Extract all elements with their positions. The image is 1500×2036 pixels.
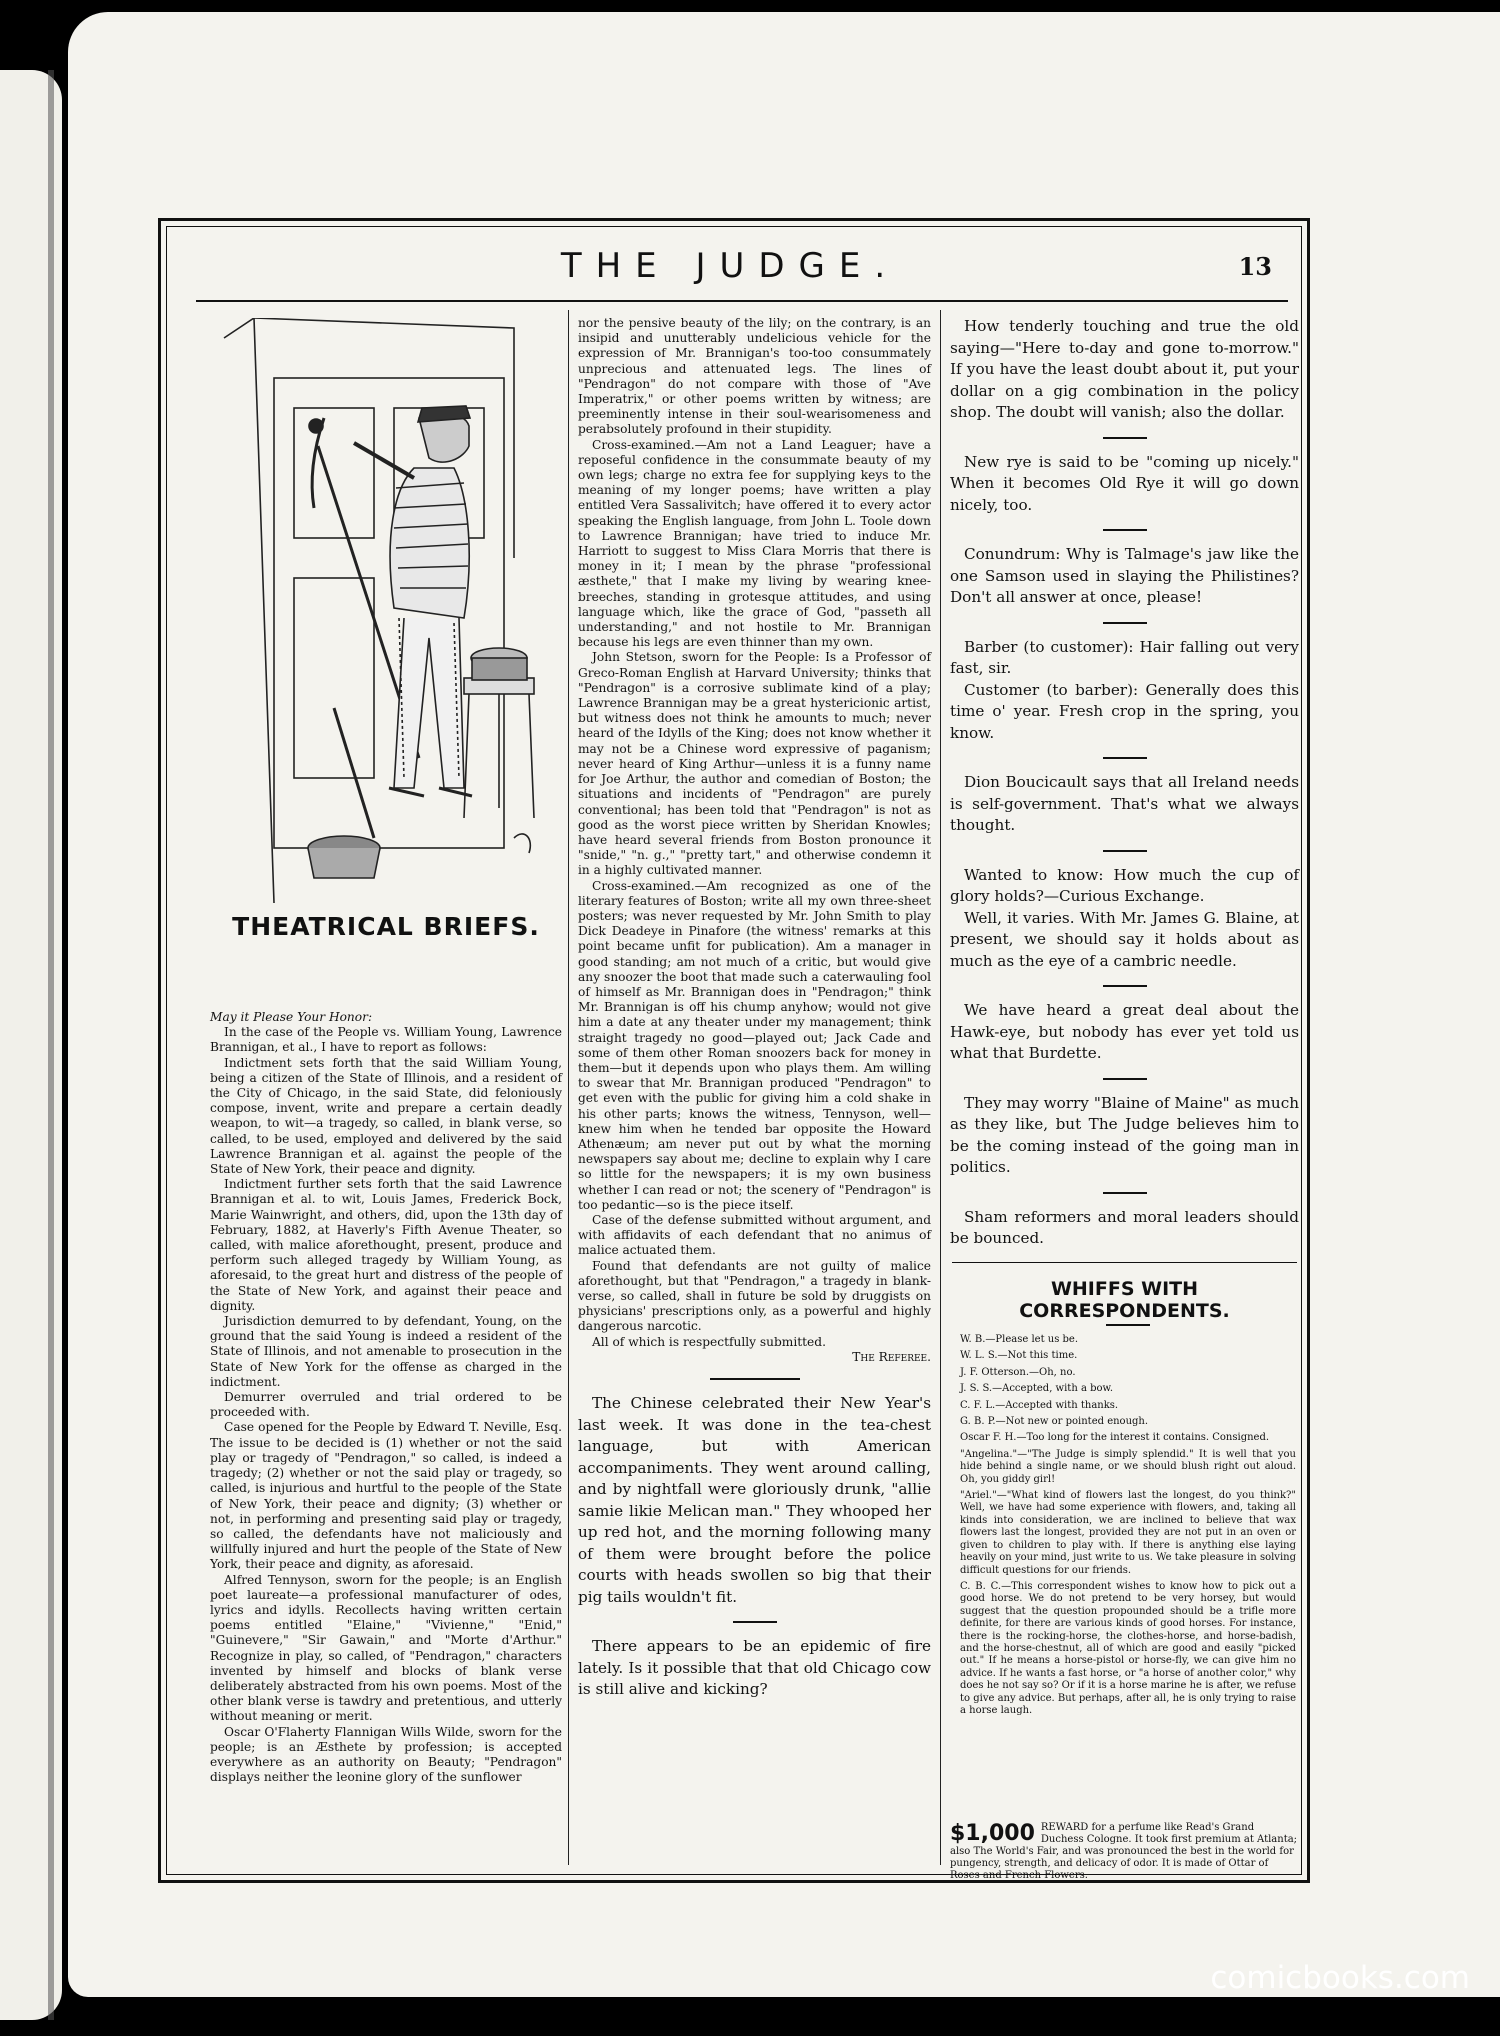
article-title: THEATRICAL BRIEFS. [232, 912, 540, 941]
section-rule [1103, 1078, 1147, 1080]
paragraph: Case of the defense submitted without argument, and with affidavits of each defendant that no animus of malice actuated them. [578, 1212, 931, 1258]
item-paragraph: Sham reformers and moral leaders should be bounced. [950, 1207, 1299, 1247]
section-rule [733, 1621, 777, 1623]
paragraph: Case opened for the People by Edward T. Neville, Esq. The issue to be decided is (1) whether or not the said play or tragedy of "Pendragon," so called, is indeed a tragedy; (2) whether or not the said play or tragedy, so called, is injurious and hurtful to the people of the State of New York, their peace and dignity; (3) whether or not, in performing and presenting said play or tragedy, so called, the defendants have not maliciously and willfully injured and hurt the people of the State of New York, their peace and dignity, as aforesaid. [210, 1420, 562, 1572]
whiffs-top-rule [952, 1262, 1297, 1263]
paragraph: Indictment further sets forth that the said Lawrence Brannigan et al. to wit, Louis James, Frederick Bock, Marie Wainwright, and others, did, upon the 13th day of February, 1882, at Haverly's Fifth Avenue Theater, so called, with malice aforethought, present, produce and perform such alleged tragedy by William Young, as aforesaid, to the great hurt and distress of the people of the State of New York, and against their peace and dignity. [210, 1177, 562, 1313]
column-3 [950, 316, 1299, 1254]
whiff-item: J. F. Otterson.—Oh, no. [960, 1366, 1076, 1378]
item-epidemic-of-fire: There appears to be an epidemic of fire lately. Is it possible that that old Chicago cow is still alive and kicking? [578, 1637, 931, 1699]
whiff-item: W. B.—Please let us be. [960, 1334, 1079, 1345]
whiff-item: "Ariel."—"What kind of flowers last the longest, do you think?" Well, we have had some experience with flowers, and, taking all kinds into consideration, we are inclined to believe that wax flowers last the longest, provided they are not put in an oven or given to children to play with. If there is anything else laying heavily on your mind, just write to us. We take pleasure in solving difficult questions for our friends. [960, 1490, 1296, 1576]
page-gutter-shadow [48, 70, 54, 2020]
illustration-painter [214, 318, 554, 903]
column-divider-1 [568, 310, 569, 1865]
whiff-item: "Angelina."—"The Judge is simply splendid." It is well that you hide behind a single name, or we should blush right out aloud. Oh, you giddy girl! [960, 1448, 1296, 1485]
paragraph: Jurisdiction demurred to by defendant, Young, on the ground that the said Young is indeed a resident of the State of Illinois, and not amenable to prosecution in the State of New York for the offense as charged in the indictment. [210, 1314, 562, 1389]
whiff-item: W. L. S.—Not this time. [960, 1350, 1078, 1362]
reward-advertisement [950, 1822, 1299, 1882]
item-paragraph: New rye is said to be "coming up nicely." When it becomes Old Rye it will go down nicely, too. [950, 452, 1299, 514]
paragraph: In the case of the People vs. William Young, Lawrence Brannigan, et al., I have to report as follows: [210, 1025, 562, 1055]
paragraph: Cross-examined.—Am not a Land Leaguer; have a reposeful confidence in the consummate beauty of my own legs; charge no extra fee for supplying keys to the meaning of my longer poems; have written a play entitled Vera Sassalivitch; have offered it to every actor speaking the English language, from John L. Toole down to Lawrence Brannigan; have tried to induce Mr. Harriott to suggest to Miss Clara Morris that there is money in it; I mean by the phrase "professional æsthete," that I make my living by wearing knee-breeches, standing in grotesque attitudes, and using language which, like the grace of God, "passeth all understanding," and not hostile to Mr. Brannigan because his legs are even thinner than my own. [578, 437, 931, 650]
item-paragraph: We have heard a great deal about the Hawk-eye, but nobody has ever yet told us what that Burdette. [950, 1001, 1299, 1062]
article-salutation: May it Please Your Honor: [210, 1010, 373, 1024]
section-rule [1103, 850, 1147, 852]
section-rule [1106, 1324, 1150, 1326]
item-paragraph: They may worry "Blaine of Maine" as much as they like, but The Judge believes him to be the coming instead of the going man in politics. [950, 1093, 1299, 1176]
section-rule [1103, 985, 1147, 987]
reward-text: REWARD for a perfume like Read's Grand Duchess Cologne. It took first premium at Atlanta; also The World's Fair, and was pronounced the best in the world for pungency, strength, and delicacy of odor. It is made of Ottar of Roses and French Flowers. [950, 1822, 1298, 1881]
section-rule [1103, 529, 1147, 531]
paragraph: John Stetson, sworn for the People: Is a Professor of Greco-Roman English at Harvard University; thinks that "Pendragon" is a corrosive sublimate kind of a play; Lawrence Brannigan may be a great hystericionic artist, but witness does not think he amounts to much; never heard of the Idylls of the King; does not know whether it may not be a Chinese word expressive of paganism; never heard of King Arthur—unless it is a funny name for Joe Arthur, the author and comedian of Boston; the situations and incidents of "Pendragon" are purely conventional; has been told that "Pendragon" is not as good as the worst piece written by Sheridan Knowles; have heard several friends from Boston pronounce it "snide," "n. g.," "pretty tart," and otherwise condemn it in a highly cultivated manner. [578, 650, 931, 878]
section-rule [710, 1378, 800, 1380]
article-signature: The Referee. [852, 1349, 931, 1364]
masthead-title: THE JUDGE. [560, 246, 900, 286]
paragraph: Found that defendants are not guilty of malice aforethought, but that "Pendragon," a tragedy in blank-verse, so called, shall in future be sold by druggists on physicians' prescriptions only, as a powerful and highly dangerous narcotic. [578, 1258, 931, 1334]
item-paragraph: Wanted to know: How much the cup of glory holds?—Curious Exchange. [950, 865, 1299, 905]
item-paragraph: Dion Boucicault says that all Ireland needs is self-government. That's what we always thought. [950, 773, 1299, 834]
whiff-item: Oscar F. H.—Too long for the interest it contains. Consigned. [960, 1432, 1270, 1444]
whiffs-title: WHIFFS WITH CORRESPONDENTS. [1019, 1278, 1230, 1322]
reward-amount: $1,000 [950, 1821, 1035, 1846]
paragraph: All of which is respectfully submitted. [592, 1334, 826, 1349]
paragraph: Oscar O'Flaherty Flannigan Wills Wilde, sworn for the people; is an Æsthete by profession; is accepted everywhere as an authority on Beauty; "Pendragon" displays neither the leonine glory of the sunflower [210, 1724, 562, 1785]
section-rule [1103, 437, 1147, 439]
item-paragraph: Well, it varies. With Mr. James G. Blaine, at present, we should say it holds about as much as the eye of a cambric needle. [950, 908, 1299, 970]
item-paragraph: How tenderly touching and true the old saying—"Here to-day and gone to-morrow." If you have the least doubt about it, put your dollar on a gig combination in the policy shop. The doubt will vanish; also the dollar. [950, 317, 1299, 421]
whiff-item: G. B. P.—Not new or pointed enough. [960, 1416, 1149, 1428]
paragraph: nor the pensive beauty of the lily; on the contrary, is an insipid and unutterably undelicious vehicle for the expression of Mr. Brannigan's too-too consummately unprecious and attenuated legs. The lines of "Pendragon" do not compare with those of "Ave Imperatrix," or other poems written by witness; are preeminently intense in their soul-wearisomeness and perabsolutely profound in their stupidity. [578, 316, 931, 437]
whiff-item: C. B. C.—This correspondent wishes to know how to pick out a good horse. We do not pretend to be very horsey, but would suggest that the question propounded should be a trifle more definite, for there are various kinds of good horses. For instance, there is the rocking-horse, the clothes-horse, and horse-badish, and the horse-chestnut, all of which are good and easily "picked out." If he means a horse-pistol or horse-fly, we can give him no advice. If he wants a fast horse, or "a horse of another color," why does he not say so? Or if it is a horse marine he is after, we refuse to give any advice. But perhaps, after all, he is only trying to raise a horse laugh. [960, 1580, 1296, 1716]
whiff-item: J. S. S.—Accepted, with a bow. [960, 1383, 1114, 1395]
section-rule [1103, 622, 1147, 624]
column-divider-2 [940, 310, 941, 1865]
column-1 [210, 1010, 562, 1785]
column-2 [578, 316, 931, 1701]
paragraph: Cross-examined.—Am recognized as one of the literary features of Boston; write all my own three-sheet posters; was never requested by Mr. John Smith to play Dick Deadeye in Pinafore (the witness' remarks at this point became unfit for publication). Am a manager in good standing; am not much of a critic, but would give any snoozer the boot that made such a caterwauling fool of himself as Mr. Brannigan does in "Pendragon;" think Mr. Brannigan is off his chump anyhow; would not give him a date at any theater under my management; think straight tragedy no good—played out; Jack Cade and some of them other Roman snoozers back for money in them—but it depends upon who plays them. Am willing to swear that Mr. Brannigan produced "Pendragon" to get even with the public for giving him a cold shake in his other parts; knows the witness, Tennyson, well—knew him when he tended bar opposite the Howard Athenæum; am never put out by what the morning newspapers say about me; decline to explain why I care so little for the newspapers; it is my own business whether I can read or not; the scenery of "Pendragon" is too pedantic—so is the piece itself. [578, 878, 931, 1212]
whiff-item: C. F. L.—Accepted with thanks. [960, 1399, 1119, 1411]
item-chinese-new-year: The Chinese celebrated their New Year's last week. It was done in the tea-chest language, but with American accompaniments. They went around calling, and by nightfall were gloriously drunk, "allie samie likie Melican man." They whooped her up red hot, and the morning following many of them were brought before the police courts with heads swollen so big that their pig tails wouldn't fit. [578, 1394, 931, 1606]
paragraph: Indictment sets forth that the said William Young, being a citizen of the State of Illinois, and a resident of the City of Chicago, in the said State, did feloniously compose, invent, write and prepare a certain deadly weapon, to wit—a tragedy, so called, in blank verse, so called, to be used, employed and delivered by the said Lawrence Brannigan et al. against the people of the State of New York, their peace and dignity. [210, 1055, 562, 1177]
item-paragraph: Customer (to barber): Generally does this time o' year. Fresh crop in the spring, you know. [950, 680, 1299, 742]
paragraph: Demurrer overruled and trial ordered to be proceeded with. [210, 1390, 562, 1420]
section-rule [1103, 757, 1147, 759]
section-rule [1103, 1192, 1147, 1194]
masthead-rule [196, 300, 1288, 302]
page-number: 13 [1238, 252, 1272, 281]
whiffs-list [960, 1324, 1296, 1721]
paragraph: Alfred Tennyson, sworn for the people; is an English poet laureate—a professional manufacturer of odes, lyrics and idylls. Recollects having written certain poems entitled "Elaine," "Vivienne," "Enid," "Guinevere," "Sir Gawain," and "Morte d'Arthur." Recognize in play, so called, of "Pendragon," characters invented by himself and blocks of blank verse deliberately abstracted from his own poems. Most of the other blank verse is tawdry and pretentious, and utterly without meaning or merit. [210, 1572, 562, 1724]
item-paragraph: Conundrum: Why is Talmage's jaw like the one Samson used in slaying the Philistines? Don't all answer at once, please! [950, 545, 1299, 606]
item-paragraph: Barber (to customer): Hair falling out very fast, sir. [950, 637, 1299, 677]
site-watermark: comicbooks.com [1210, 1960, 1470, 1996]
